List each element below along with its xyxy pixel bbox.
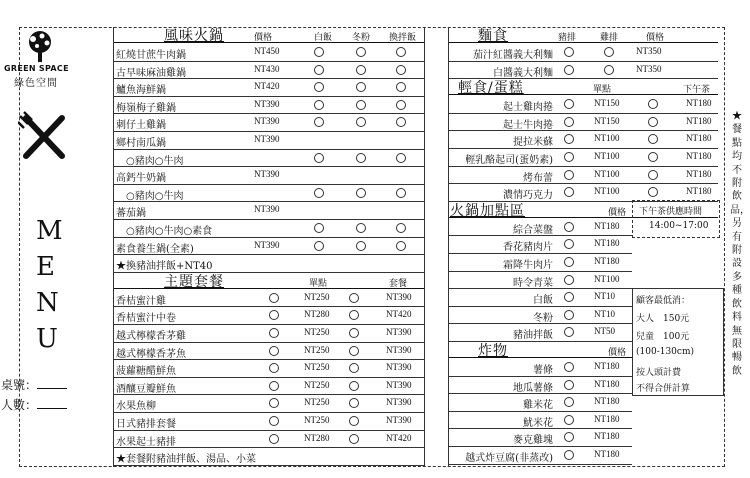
item-price: NT280 (304, 432, 330, 443)
item-price: NT180 (686, 186, 712, 197)
check-circle[interactable] (396, 47, 406, 57)
noodles-header (448, 27, 718, 43)
item-name: 時令青菜 (513, 277, 553, 289)
item-name: 菠蘿糖醋鮮魚 (116, 366, 176, 378)
hotpot-column (114, 27, 424, 467)
check-circle[interactable] (314, 117, 324, 127)
item-price: NT250 (304, 327, 330, 337)
check-circle[interactable] (564, 397, 574, 407)
people-count-field[interactable]: 人數： (1, 396, 67, 413)
check-circle[interactable] (396, 241, 406, 251)
table-row (114, 132, 424, 150)
check-circle[interactable] (564, 450, 574, 460)
table-row (448, 272, 632, 290)
item-name: 豬油拌飯 (513, 330, 553, 342)
check-circle[interactable] (564, 222, 574, 232)
check-circle[interactable] (269, 346, 279, 356)
item-name: 鄉村南瓜鍋 (116, 138, 166, 149)
check-circle[interactable] (564, 152, 574, 162)
check-circle[interactable] (269, 310, 279, 320)
item-price: NT180 (594, 431, 620, 442)
item-price: NT10 (594, 308, 615, 319)
check-circle[interactable] (356, 82, 366, 92)
check-circle[interactable] (269, 381, 279, 391)
check-circle[interactable] (564, 239, 574, 249)
menu-letter-n: N (36, 288, 59, 318)
item-name: 地瓜薯條 (513, 382, 553, 394)
check-circle[interactable] (349, 434, 359, 444)
column-header: 冬粉 (352, 33, 371, 43)
brand-name: GREEN SPACE (4, 64, 69, 73)
item-price: NT430 (254, 63, 280, 74)
item-price: NT390 (386, 415, 412, 425)
check-circle[interactable] (564, 170, 574, 180)
check-circle[interactable] (356, 117, 366, 127)
check-circle[interactable] (564, 292, 574, 302)
item-name: ○豬肉○牛肉○素食 (116, 226, 213, 237)
check-circle[interactable] (314, 47, 324, 57)
table-row (114, 220, 424, 238)
item-name: 輕乳酪起司(蛋奶素) (465, 155, 553, 166)
brand-name-cn: 綠色空間 (14, 78, 58, 89)
table-row (448, 44, 718, 62)
item-price: NT250 (304, 379, 330, 390)
table-row (448, 236, 632, 254)
table-row (114, 413, 424, 431)
check-circle[interactable] (269, 328, 279, 338)
item-price: NT250 (304, 291, 330, 302)
section-title: 主題套餐 (164, 273, 224, 290)
check-circle[interactable] (564, 415, 574, 425)
table-row (448, 114, 718, 132)
item-price: NT450 (254, 46, 280, 56)
table-row (448, 359, 632, 377)
check-circle[interactable] (564, 362, 574, 372)
table-number-field[interactable]: 桌號： (1, 376, 67, 393)
check-circle[interactable] (356, 100, 366, 110)
item-name: 冬粉 (533, 312, 553, 324)
item-price: NT390 (254, 204, 280, 215)
item-name: 素食養生鍋(全素) (116, 243, 194, 255)
check-circle[interactable] (314, 153, 324, 163)
check-circle[interactable] (604, 65, 614, 75)
item-name: 蕃茄鍋 (116, 208, 146, 220)
column-header: 雞排 (600, 33, 619, 43)
table-row (114, 167, 424, 185)
item-name: 霜降牛肉片 (503, 260, 553, 271)
table-row (114, 185, 424, 203)
section-title: 炸物 (478, 343, 508, 359)
item-price: NT280 (304, 309, 330, 320)
column-header: 套餐 (389, 278, 408, 289)
item-name: 高鈣牛奶鍋 (116, 173, 166, 185)
check-circle[interactable] (564, 432, 574, 442)
check-circle[interactable] (396, 223, 406, 233)
item-name: 紅燒甘蔗牛肉鍋 (116, 50, 186, 61)
check-circle[interactable] (564, 187, 574, 197)
check-circle[interactable] (564, 65, 574, 75)
item-price: NT390 (386, 362, 412, 373)
check-circle[interactable] (564, 47, 574, 57)
item-price: NT100 (594, 151, 620, 161)
item-price: NT390 (254, 134, 280, 144)
item-price: NT420 (254, 81, 280, 92)
table-row (114, 79, 424, 97)
item-name: 茄汁紅醬義大利麵 (473, 50, 553, 61)
section-title: 火鍋加點區 (450, 202, 525, 219)
item-price: NT350 (636, 46, 662, 56)
check-circle[interactable] (349, 381, 359, 391)
item-name: 鱸魚海鮮鍋 (116, 85, 166, 97)
check-circle[interactable] (356, 223, 366, 233)
item-price: NT180 (594, 238, 620, 249)
table-row (114, 325, 424, 343)
tea-time-box: 下午茶供應時間 14:00~17:00 (632, 200, 720, 238)
section-title: 麵食 (478, 28, 508, 44)
light-header (448, 79, 718, 95)
check-circle[interactable] (349, 346, 359, 356)
check-circle[interactable] (349, 416, 359, 426)
item-name: ○豬肉○牛肉 (116, 155, 184, 167)
table-row (448, 131, 718, 149)
item-price: NT420 (386, 309, 412, 320)
check-circle[interactable] (349, 310, 359, 320)
table-row (114, 62, 424, 80)
item-name: 日式豬排套餐 (116, 419, 176, 430)
column-header: 下午茶 (683, 85, 711, 96)
check-circle[interactable] (604, 47, 614, 57)
column-header: 單點 (593, 85, 612, 96)
item-price: NT390 (254, 98, 280, 109)
table-row (448, 307, 632, 325)
table-row (448, 377, 632, 395)
table-row (114, 290, 424, 308)
check-circle[interactable] (269, 434, 279, 444)
table-row (114, 114, 424, 132)
table-row (448, 412, 632, 430)
column-header: 換拌飯 (389, 33, 417, 43)
item-name: 水果起士豬排 (116, 436, 176, 448)
check-circle[interactable] (356, 47, 366, 57)
check-circle[interactable] (269, 398, 279, 408)
item-price: NT250 (304, 362, 330, 373)
check-circle[interactable] (314, 188, 324, 198)
check-circle[interactable] (564, 310, 574, 320)
item-price: NT100 (594, 168, 620, 179)
table-row (448, 167, 718, 185)
item-name: 刺仔土雞鍋 (116, 120, 166, 132)
table-row (114, 395, 424, 413)
check-circle[interactable] (396, 82, 406, 92)
right-column (448, 27, 718, 467)
item-name: 古早味麻油雞鍋 (116, 67, 186, 79)
fork-knife-icon (18, 110, 72, 164)
hotpot-header (114, 27, 424, 43)
item-name: 麥克雞塊 (513, 435, 553, 447)
check-circle[interactable] (648, 152, 658, 162)
item-price: NT390 (254, 116, 280, 127)
item-name: 酒釀豆瓣鮮魚 (116, 383, 176, 395)
item-price: NT100 (594, 133, 620, 144)
item-price: NT180 (594, 449, 620, 459)
item-name: 白醬義大利麵 (493, 67, 553, 79)
item-name: ★換豬油拌飯+NT40 (116, 261, 213, 273)
table-row (114, 150, 424, 168)
column-header: 價格 (254, 33, 273, 43)
item-price: NT180 (594, 361, 620, 371)
table-row (448, 429, 632, 447)
table-row (448, 324, 632, 342)
column-header: 豬排 (558, 33, 577, 43)
check-circle[interactable] (396, 100, 406, 110)
item-price: NT50 (594, 326, 615, 337)
check-circle[interactable] (396, 188, 406, 198)
table-row (448, 149, 718, 167)
item-name: 提拉米蘇 (513, 137, 553, 149)
check-circle[interactable] (314, 65, 324, 75)
item-name: 梅嶺梅子雞鍋 (116, 102, 176, 114)
check-circle[interactable] (349, 398, 359, 408)
check-circle[interactable] (356, 65, 366, 75)
check-circle[interactable] (314, 241, 324, 251)
item-price: NT390 (386, 291, 412, 302)
check-circle[interactable] (314, 100, 324, 110)
check-circle[interactable] (356, 241, 366, 251)
table-row (448, 394, 632, 412)
check-circle[interactable] (564, 117, 574, 127)
item-price: NT390 (386, 379, 412, 390)
check-circle[interactable] (356, 188, 366, 198)
check-circle[interactable] (349, 328, 359, 338)
min-charge-box: 顧客最低消： 大人 150元 兒童 100元 (100-130cm) 按人頭計費 不得合併計算 (632, 288, 724, 396)
side-note: ★餐點均不附飲品，另有附設多種飲料無限暢飲 (730, 111, 750, 377)
check-circle[interactable] (314, 82, 324, 92)
item-price: NT180 (686, 151, 712, 161)
menu-letter-u: U (36, 324, 58, 354)
item-price: NT100 (594, 273, 620, 284)
table-row (448, 254, 632, 272)
table-row (114, 202, 424, 220)
check-circle[interactable] (648, 134, 658, 144)
item-price: NT100 (594, 186, 620, 197)
column-header: 價格 (646, 33, 665, 43)
check-circle[interactable] (564, 327, 574, 337)
item-price: NT180 (686, 98, 712, 109)
item-name: 香桔蜜汁雞 (116, 295, 166, 307)
table-row (114, 97, 424, 115)
item-price: NT180 (594, 396, 620, 407)
table-row (114, 238, 424, 256)
check-circle[interactable] (648, 187, 658, 197)
item-name: 水果魚柳 (116, 401, 156, 413)
check-circle[interactable] (269, 363, 279, 373)
tree-logo-icon (20, 30, 60, 64)
item-price: NT180 (594, 413, 620, 424)
menu-letter-m: M (36, 216, 63, 246)
item-name: ○豬肉○牛肉 (116, 190, 184, 202)
item-price: NT180 (686, 115, 712, 126)
section-title: 風味火鍋 (164, 28, 224, 44)
item-name: ★套餐附豬油拌飯、湯品、小菜 (116, 454, 256, 466)
check-circle[interactable] (349, 293, 359, 303)
item-price: NT180 (594, 378, 620, 389)
section-title: 輕食/蛋糕 (458, 80, 524, 97)
menu-letter-e: E (36, 252, 55, 282)
item-price: NT350 (636, 63, 662, 74)
item-name: 越式檸檬香茅魚 (116, 348, 186, 360)
table-row (114, 431, 424, 449)
table-row (114, 255, 424, 273)
table-row (448, 96, 718, 114)
item-name: 白飯 (533, 295, 553, 307)
item-name: 起士雞肉捲 (503, 102, 553, 114)
table-row (448, 289, 632, 307)
check-circle[interactable] (269, 416, 279, 426)
table-row (448, 447, 632, 465)
item-name: 烤布蕾 (523, 172, 553, 184)
item-price: NT250 (304, 397, 330, 408)
table-row (114, 378, 424, 396)
item-name: 香花豬肉片 (503, 242, 553, 254)
item-name: 起士牛肉捲 (503, 119, 553, 131)
item-price: NT420 (386, 432, 412, 443)
check-circle[interactable] (564, 275, 574, 285)
item-name: 薯條 (533, 365, 553, 376)
item-name: 綜合菜盤 (513, 224, 553, 236)
item-price: NT180 (686, 168, 712, 179)
item-price: NT250 (304, 415, 330, 425)
column-header: 價格 (608, 348, 627, 358)
table-row (114, 343, 424, 361)
check-circle[interactable] (648, 99, 658, 109)
table-row (114, 307, 424, 325)
item-price: NT390 (386, 344, 412, 355)
item-price: NT180 (594, 256, 620, 266)
item-price: NT390 (254, 239, 280, 250)
item-price: NT390 (254, 169, 280, 180)
divider (424, 27, 425, 467)
item-name: 香桔蜜汁中卷 (116, 313, 176, 325)
divider (448, 27, 449, 467)
table-row (114, 360, 424, 378)
item-name: 越式炸豆腐(非蒸改) (465, 453, 553, 464)
check-circle[interactable] (269, 293, 279, 303)
column-header: 單點 (309, 278, 328, 289)
column-header: 白飯 (314, 33, 333, 43)
item-price: NT180 (686, 133, 712, 144)
check-circle[interactable] (648, 170, 658, 180)
column-header: 價格 (608, 207, 627, 218)
item-price: NT10 (594, 291, 615, 302)
check-circle[interactable] (396, 153, 406, 163)
table-row (448, 219, 632, 237)
check-circle[interactable] (564, 134, 574, 144)
item-price: NT180 (594, 220, 620, 231)
item-price: NT150 (594, 98, 620, 109)
item-price: NT390 (386, 397, 412, 408)
check-circle[interactable] (564, 99, 574, 109)
item-name: 魷米花 (523, 417, 553, 429)
check-circle[interactable] (356, 153, 366, 163)
check-circle[interactable] (314, 223, 324, 233)
item-name: 濃情巧克力 (503, 190, 553, 202)
item-price: NT390 (386, 327, 412, 337)
check-circle[interactable] (648, 117, 658, 127)
check-circle[interactable] (564, 257, 574, 267)
item-name: 雞米花 (523, 400, 553, 412)
table-row (114, 44, 424, 62)
check-circle[interactable] (396, 65, 406, 75)
table-row (114, 448, 424, 466)
item-price: NT150 (594, 115, 620, 126)
check-circle[interactable] (564, 380, 574, 390)
fried-header (448, 342, 632, 358)
sets-header (114, 273, 424, 289)
item-price: NT250 (304, 344, 330, 355)
item-name: 越式檸檬香茅雞 (116, 331, 186, 342)
check-circle[interactable] (396, 117, 406, 127)
check-circle[interactable] (349, 363, 359, 373)
